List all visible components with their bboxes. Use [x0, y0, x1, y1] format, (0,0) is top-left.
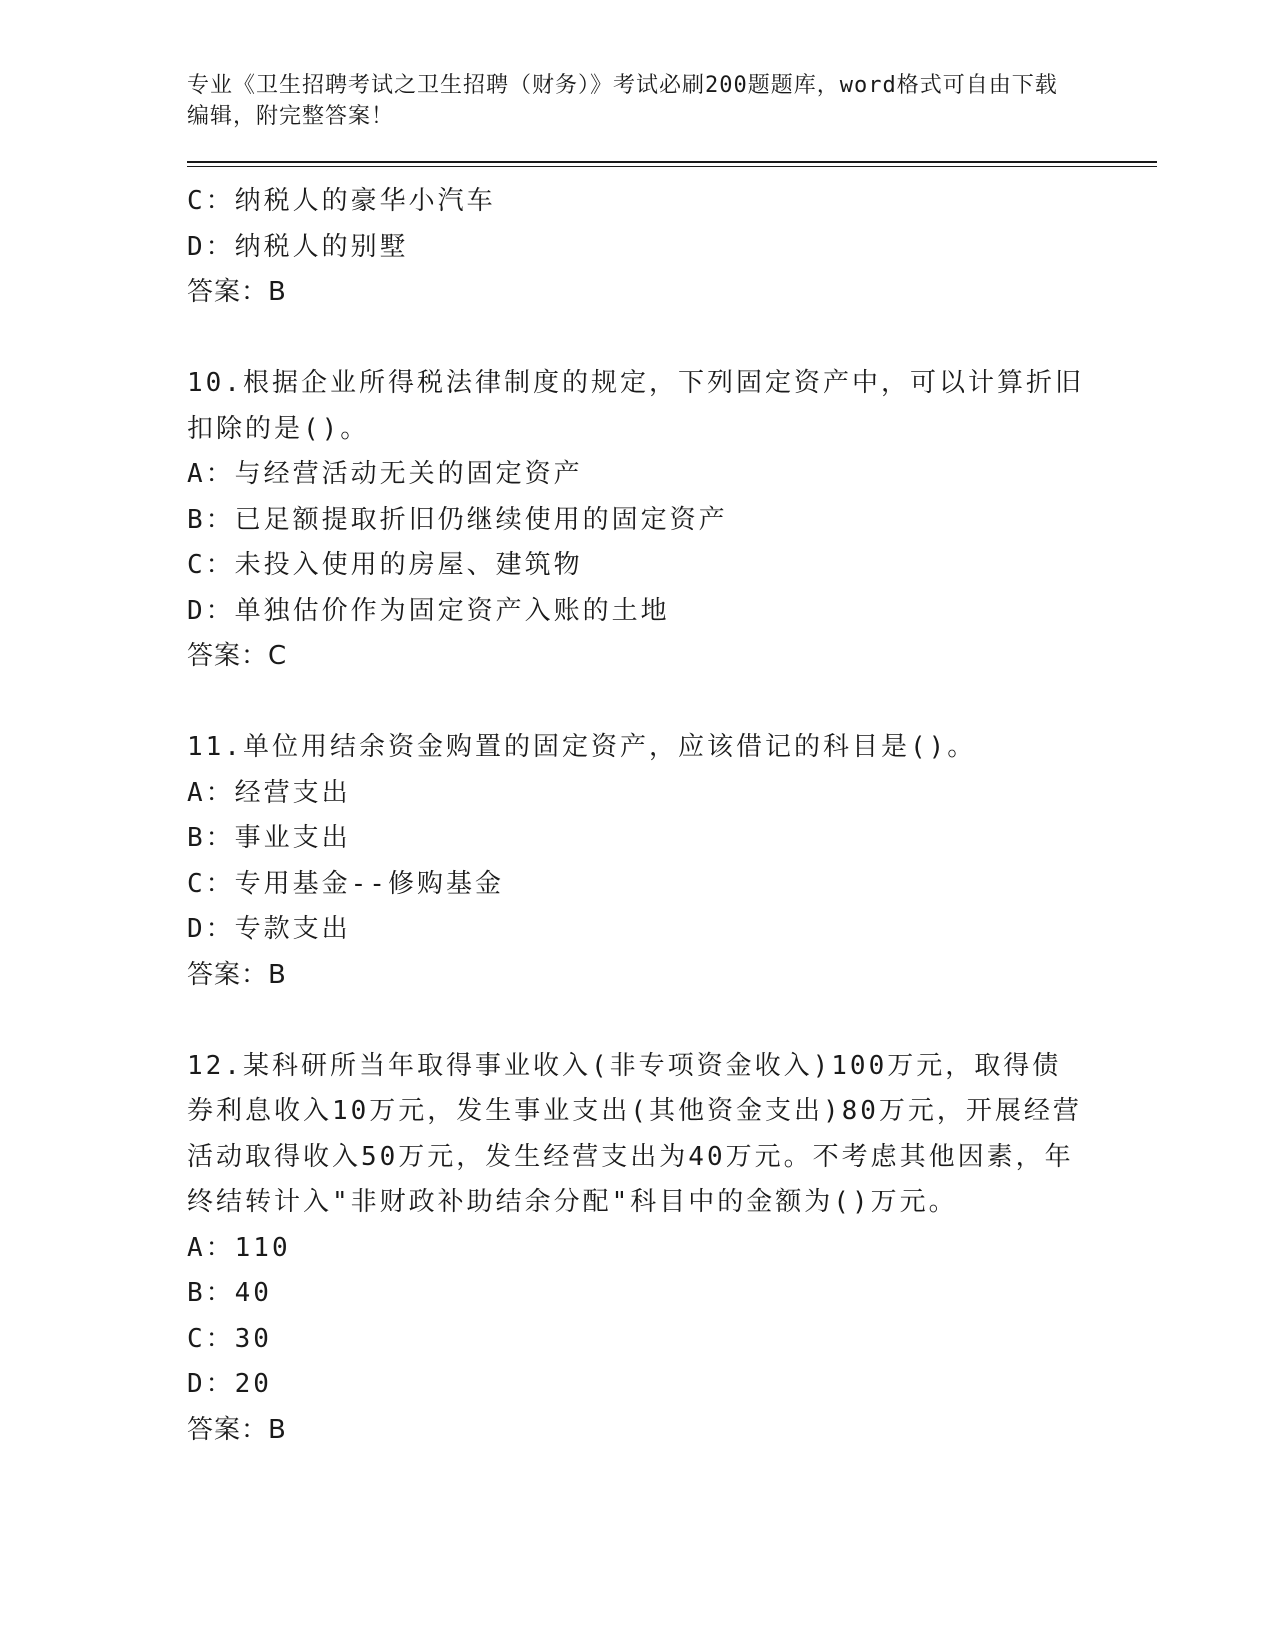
option-d: D：专款支出 [187, 914, 351, 944]
option-c: C：专用基金--修购基金 [187, 868, 504, 899]
question-stem: 12.某科研所当年取得事业收入(非专项资金收入)100万元，取得债券利息收入10万元，发生事业支出(其他资金支出)80万元，开展经营活动取得收入50万元，发生经营支出为40万元。不考虑其他因素，年终结转计入"非财政补助结余分配"科目中的金额为()万元。 [187, 1050, 1082, 1217]
option-d: D：单独估价作为固定资产入账的土地 [187, 595, 670, 626]
header-divider [187, 161, 1157, 167]
option-a: A：与经营活动无关的固定资产 [187, 459, 583, 489]
document-header: 专业《卫生招聘考试之卫生招聘（财务）》考试必刷200题题库，word格式可自由下载编辑，附完整答案！ [187, 73, 1058, 129]
answer-line: 答案：B [187, 1414, 287, 1445]
option-c: C：纳税人的豪华小汽车 [187, 186, 496, 216]
question-12 [187, 1044, 1157, 1454]
option-b: B：40 [187, 1278, 272, 1308]
option-b: B：事业支出 [187, 823, 351, 853]
question-10 [187, 361, 1157, 680]
option-a: A：经营支出 [187, 777, 351, 808]
option-b: B：已足额提取折旧仍继续使用的固定资产 [187, 504, 728, 535]
question-stem: 11.单位用结余资金购置的固定资产，应该借记的科目是()。 [187, 732, 977, 762]
answer-line: 答案：B [187, 277, 287, 307]
option-d: D：20 [187, 1369, 272, 1399]
document-page [187, 70, 1157, 1453]
answer-line: 答案：B [187, 959, 287, 990]
previous-question-tail [187, 179, 1157, 316]
option-a: A：110 [187, 1232, 291, 1263]
option-c: C：30 [187, 1323, 272, 1354]
question-11 [187, 725, 1157, 998]
option-c: C：未投入使用的房屋、建筑物 [187, 550, 583, 580]
question-stem: 10.根据企业所得税法律制度的规定，下列固定资产中，可以计算折旧扣除的是()。 [187, 368, 1084, 444]
answer-line: 答案：C [187, 641, 288, 671]
option-d: D：纳税人的别墅 [187, 231, 409, 262]
